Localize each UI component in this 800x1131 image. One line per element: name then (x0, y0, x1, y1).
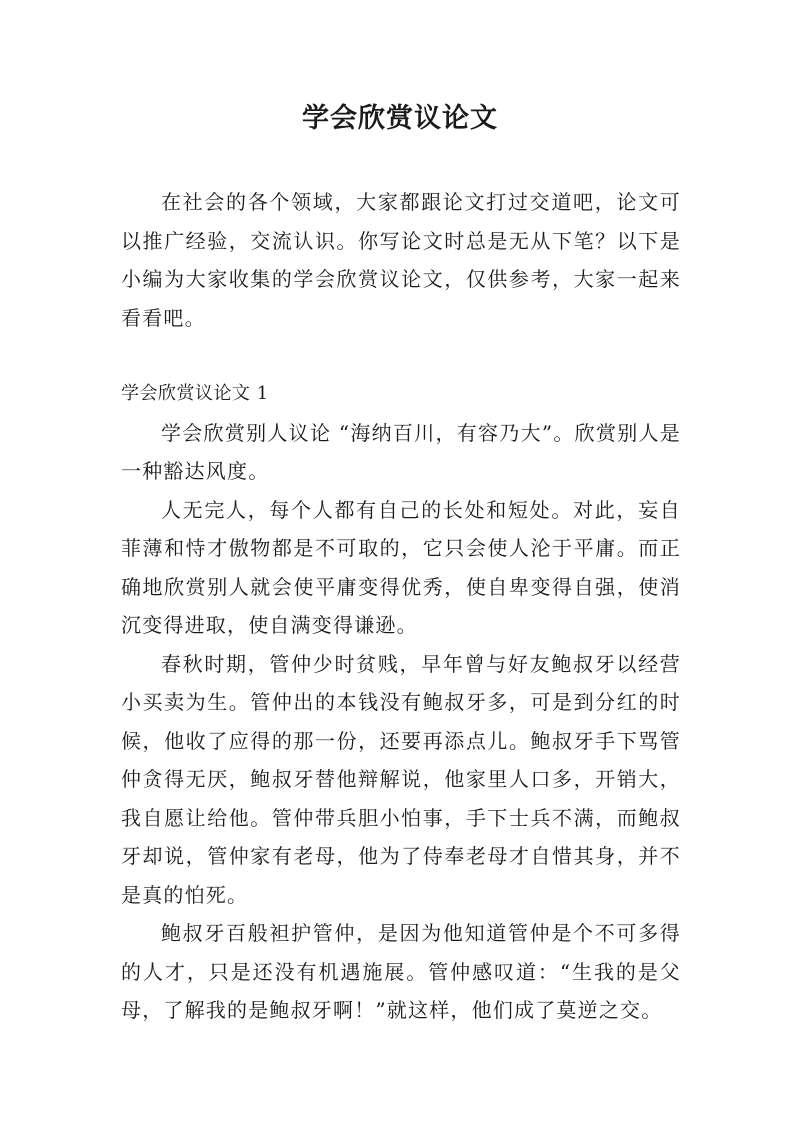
body-paragraph: 鲍叔牙百般袒护管仲，是因为他知道管仲是个不可多得的人才，只是还没有机遇施展。管仲感叹道：“生我的是父母，了解我的是鲍叔牙啊！”就这样，他们成了莫逆之交。 (121, 921, 681, 1022)
document-title: 学会欣赏议论文 (302, 103, 498, 134)
body-paragraph: 人无完人，每个人都有自己的长处和短处。对此，妄自菲薄和恃才傲物都是不可取的，它只会使人沦于平庸。而正确地欣赏别人就会使平庸变得优秀，使自卑变得自强，使消沉变得进取，使自满变得谦逊。 (121, 497, 681, 637)
body-paragraph: 学会欣赏别人议论 “海纳百川，有容乃大”。欣赏别人是一种豁达风度。 (121, 420, 681, 483)
body-paragraph: 春秋时期，管仲少时贫贱，早年曾与好友鲍叔牙以经营小买卖为生。管仲出的本钱没有鲍叔牙多，可是到分红的时候，他收了应得的那一份，还要再添点儿。鲍叔牙手下骂管仲贪得无厌，鲍叔牙替他辩解说，他家里人口多，开销大，我自愿让给他。管仲带兵胆小怕事，手下士兵不满，而鲍叔牙却说，管仲家有老母，他为了侍奉老母才自惜其身，并不是真的怕死。 (121, 651, 681, 907)
document-body (121, 183, 681, 1030)
intro-paragraph: 在社会的各个领域，大家都跟论文打过交道吧，论文可以推广经验，交流认识。你写论文时总是无从下笔？以下是小编为大家收集的学会欣赏议论文，仅供参考，大家一起来看看吧。 (121, 190, 681, 330)
section-heading: 学会欣赏议论文 1 (121, 383, 269, 404)
